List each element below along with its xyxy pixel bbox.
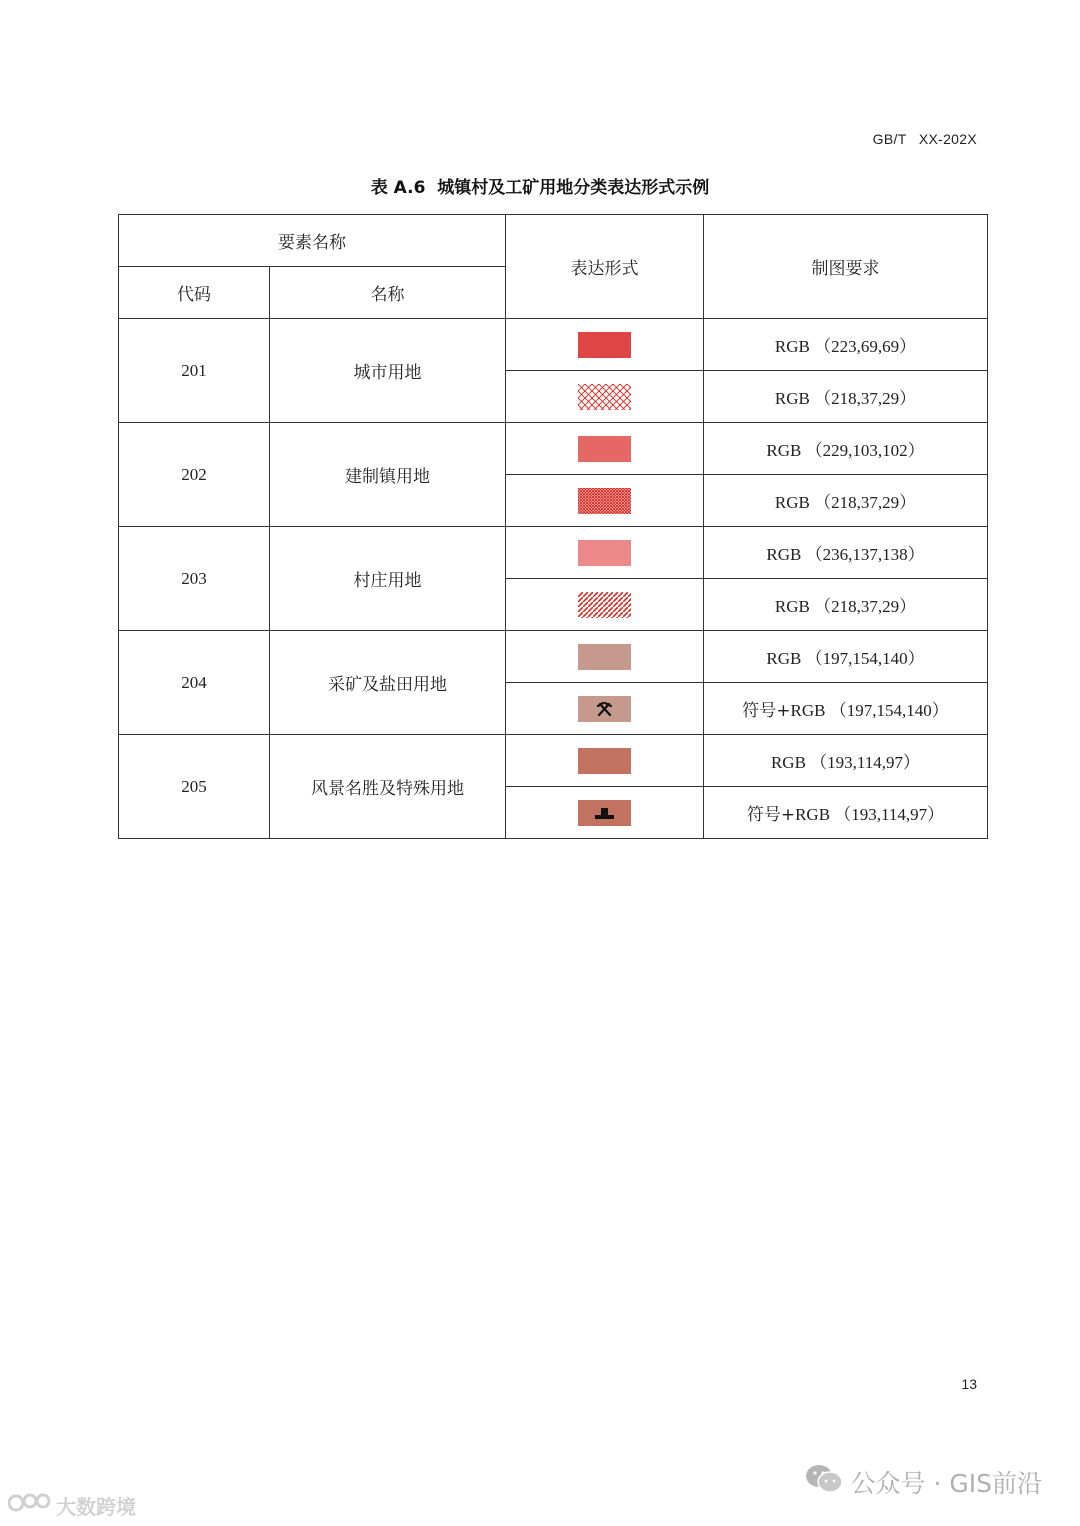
cell-requirement <box>704 631 988 683</box>
watermark-left <box>8 1490 136 1520</box>
header-expression: 表达形式 <box>506 215 704 319</box>
classification-table <box>118 214 988 839</box>
mine-symbol-swatch <box>578 696 631 722</box>
table-row <box>119 423 988 475</box>
cell-requirement <box>704 683 988 735</box>
crosshatch-swatch <box>578 384 631 410</box>
wechat-icon <box>805 1463 843 1501</box>
solid-swatch <box>578 332 631 358</box>
header-requirement: 制图要求 <box>704 215 988 319</box>
cell-expression <box>506 319 704 371</box>
table-caption: 表 A.6 城镇村及工矿用地分类表达形式示例 <box>370 178 710 198</box>
cell-expression <box>506 371 704 423</box>
header-name: 名称 <box>270 267 506 319</box>
logo-icon <box>8 1491 52 1520</box>
solid-swatch <box>578 540 631 566</box>
cell-name: 风景名胜及特殊用地 <box>270 735 506 839</box>
cell-requirement <box>704 319 988 371</box>
cell-requirement <box>704 475 988 527</box>
solid-swatch <box>578 644 631 670</box>
requirement-rgb: RGB （218,37,29） <box>774 493 917 512</box>
cell-expression <box>506 683 704 735</box>
table-row <box>119 527 988 579</box>
cell-expression <box>506 423 704 475</box>
diagonal-swatch <box>578 592 631 618</box>
cell-requirement <box>704 371 988 423</box>
watermark-right-text: 公众号 · GIS前沿 <box>850 1469 1042 1498</box>
cell-code: 202 <box>119 423 270 527</box>
special-symbol-swatch <box>578 800 631 826</box>
cell-expression <box>506 527 704 579</box>
header-code: 代码 <box>119 267 270 319</box>
cell-expression <box>506 579 704 631</box>
cell-expression <box>506 787 704 839</box>
cell-code: 205 <box>119 735 270 839</box>
page-number: 13 <box>961 1376 977 1392</box>
table-row <box>119 735 988 787</box>
watermark-left-text: 大数跨境 <box>56 1494 136 1519</box>
requirement-prefix: 符号+ <box>742 701 791 721</box>
cell-expression <box>506 735 704 787</box>
solid-swatch <box>578 748 631 774</box>
requirement-rgb: RGB （223,69,69） <box>774 337 917 356</box>
cell-expression <box>506 631 704 683</box>
cell-requirement <box>704 423 988 475</box>
cell-name: 建制镇用地 <box>270 423 506 527</box>
standard-code: GB/T XX-202X <box>872 131 977 147</box>
finehatch-swatch <box>578 488 631 514</box>
cell-code: 203 <box>119 527 270 631</box>
requirement-rgb: RGB （218,37,29） <box>774 597 917 616</box>
table-row <box>119 319 988 371</box>
cell-name: 村庄用地 <box>270 527 506 631</box>
table-row <box>119 631 988 683</box>
solid-swatch <box>578 436 631 462</box>
cell-expression <box>506 475 704 527</box>
cell-requirement <box>704 787 988 839</box>
cell-code: 204 <box>119 631 270 735</box>
requirement-rgb: RGB （193,114,97） <box>770 753 921 772</box>
cell-requirement <box>704 735 988 787</box>
requirement-rgb: RGB （197,154,140） <box>790 701 949 720</box>
requirement-rgb: RGB （197,154,140） <box>766 649 925 668</box>
requirement-rgb: RGB （193,114,97） <box>795 805 945 824</box>
cell-code: 201 <box>119 319 270 423</box>
header-row-1 <box>119 215 988 267</box>
requirement-rgb: RGB （218,37,29） <box>774 389 917 408</box>
header-element-name: 要素名称 <box>119 215 506 267</box>
requirement-rgb: RGB （229,103,102） <box>766 441 925 460</box>
cell-requirement <box>704 527 988 579</box>
requirement-prefix: 符号+ <box>746 805 796 825</box>
cell-name: 采矿及盐田用地 <box>270 631 506 735</box>
requirement-rgb: RGB （236,137,138） <box>766 545 925 564</box>
cell-name: 城市用地 <box>270 319 506 423</box>
cell-requirement <box>704 579 988 631</box>
watermark-right <box>805 1462 1042 1502</box>
